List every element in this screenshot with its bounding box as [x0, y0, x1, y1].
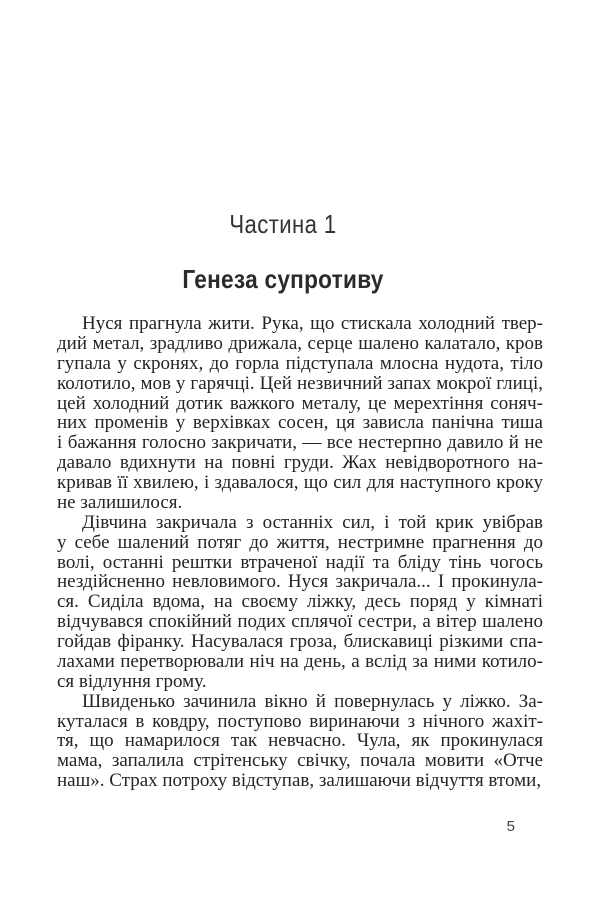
text-line: Швиденько зачинила вікно й повернулась у ліжко. За- — [82, 690, 543, 712]
text-line: гойдав фіранку. Насувалася гроза, блискавиці різкими спа- — [57, 631, 543, 652]
text-line: у себе шалений потяг до життя, нестримне прагнення до — [57, 531, 543, 553]
text-line: Нуся прагнула жити. Рука, що стискала холодний твер- — [82, 313, 543, 334]
part-heading: Частина 1 — [229, 209, 337, 239]
chapter-title: Генеза супротиву — [182, 264, 384, 294]
text-line: відчувався спокійний подих сплячої сестри, а вітер шалено — [57, 611, 543, 633]
text-line: давало вдихнути на повні груди. Жах невідворотного на- — [57, 452, 543, 474]
text-line: ся. Сиділа вдома, на своєму ліжку, десь поряд у кімнаті — [57, 591, 543, 613]
page-number: 5 — [506, 818, 515, 835]
text-line: нездійсненно невловимого. Нуся закричала... І прокинула- — [57, 571, 543, 593]
text-line: Дівчина закричала з останніх сил, і той крик увібрав — [82, 511, 543, 533]
text-line: наш». Страх потроху відступав, залишаючи відчуття втоми, — [57, 770, 542, 792]
text-line: ся відлуння грому. — [57, 670, 207, 692]
paragraph — [57, 513, 543, 692]
text-line: не залишилося. — [57, 491, 183, 513]
text-line: дий метал, зрадливо дрижала, серце шалено калатало, кров — [57, 332, 543, 354]
text-line: волі, останні рештки втраченої надії та бліду тінь чогось — [57, 551, 543, 573]
text-line: кривав її хвилею, і здавалося, що сил для наступного кроку — [57, 472, 543, 493]
text-line: тя, що намарилося так невчасно. Чула, як прокинулася — [57, 730, 543, 752]
text-line: цей холодний дотик важкого металу, це мерехтіння соняч- — [57, 392, 543, 414]
text-line: колотило, мов у гарячці. Цей незвичний запах мокрої глиці, — [57, 372, 543, 394]
text-line: лахами перетворювали ніч на день, а вслід за ними котило- — [57, 650, 543, 672]
paragraph — [57, 692, 543, 791]
text-line: мама, запалила стрітенську свічку, почала мовити «Отче — [57, 750, 543, 772]
text-line: них променів у верхівках сосен, ця зависла панічна тиша — [57, 412, 543, 434]
body-text — [57, 314, 543, 791]
paragraph — [57, 314, 543, 513]
text-line: куталася в ковдру, поступово виринаючи з нічного жахіт- — [57, 710, 543, 732]
text-line: і бажання голосно закричати, — все нестерпно давило й не — [57, 432, 543, 454]
text-line: гупала у скронях, до горла підступала млосна нудота, тіло — [57, 352, 543, 374]
